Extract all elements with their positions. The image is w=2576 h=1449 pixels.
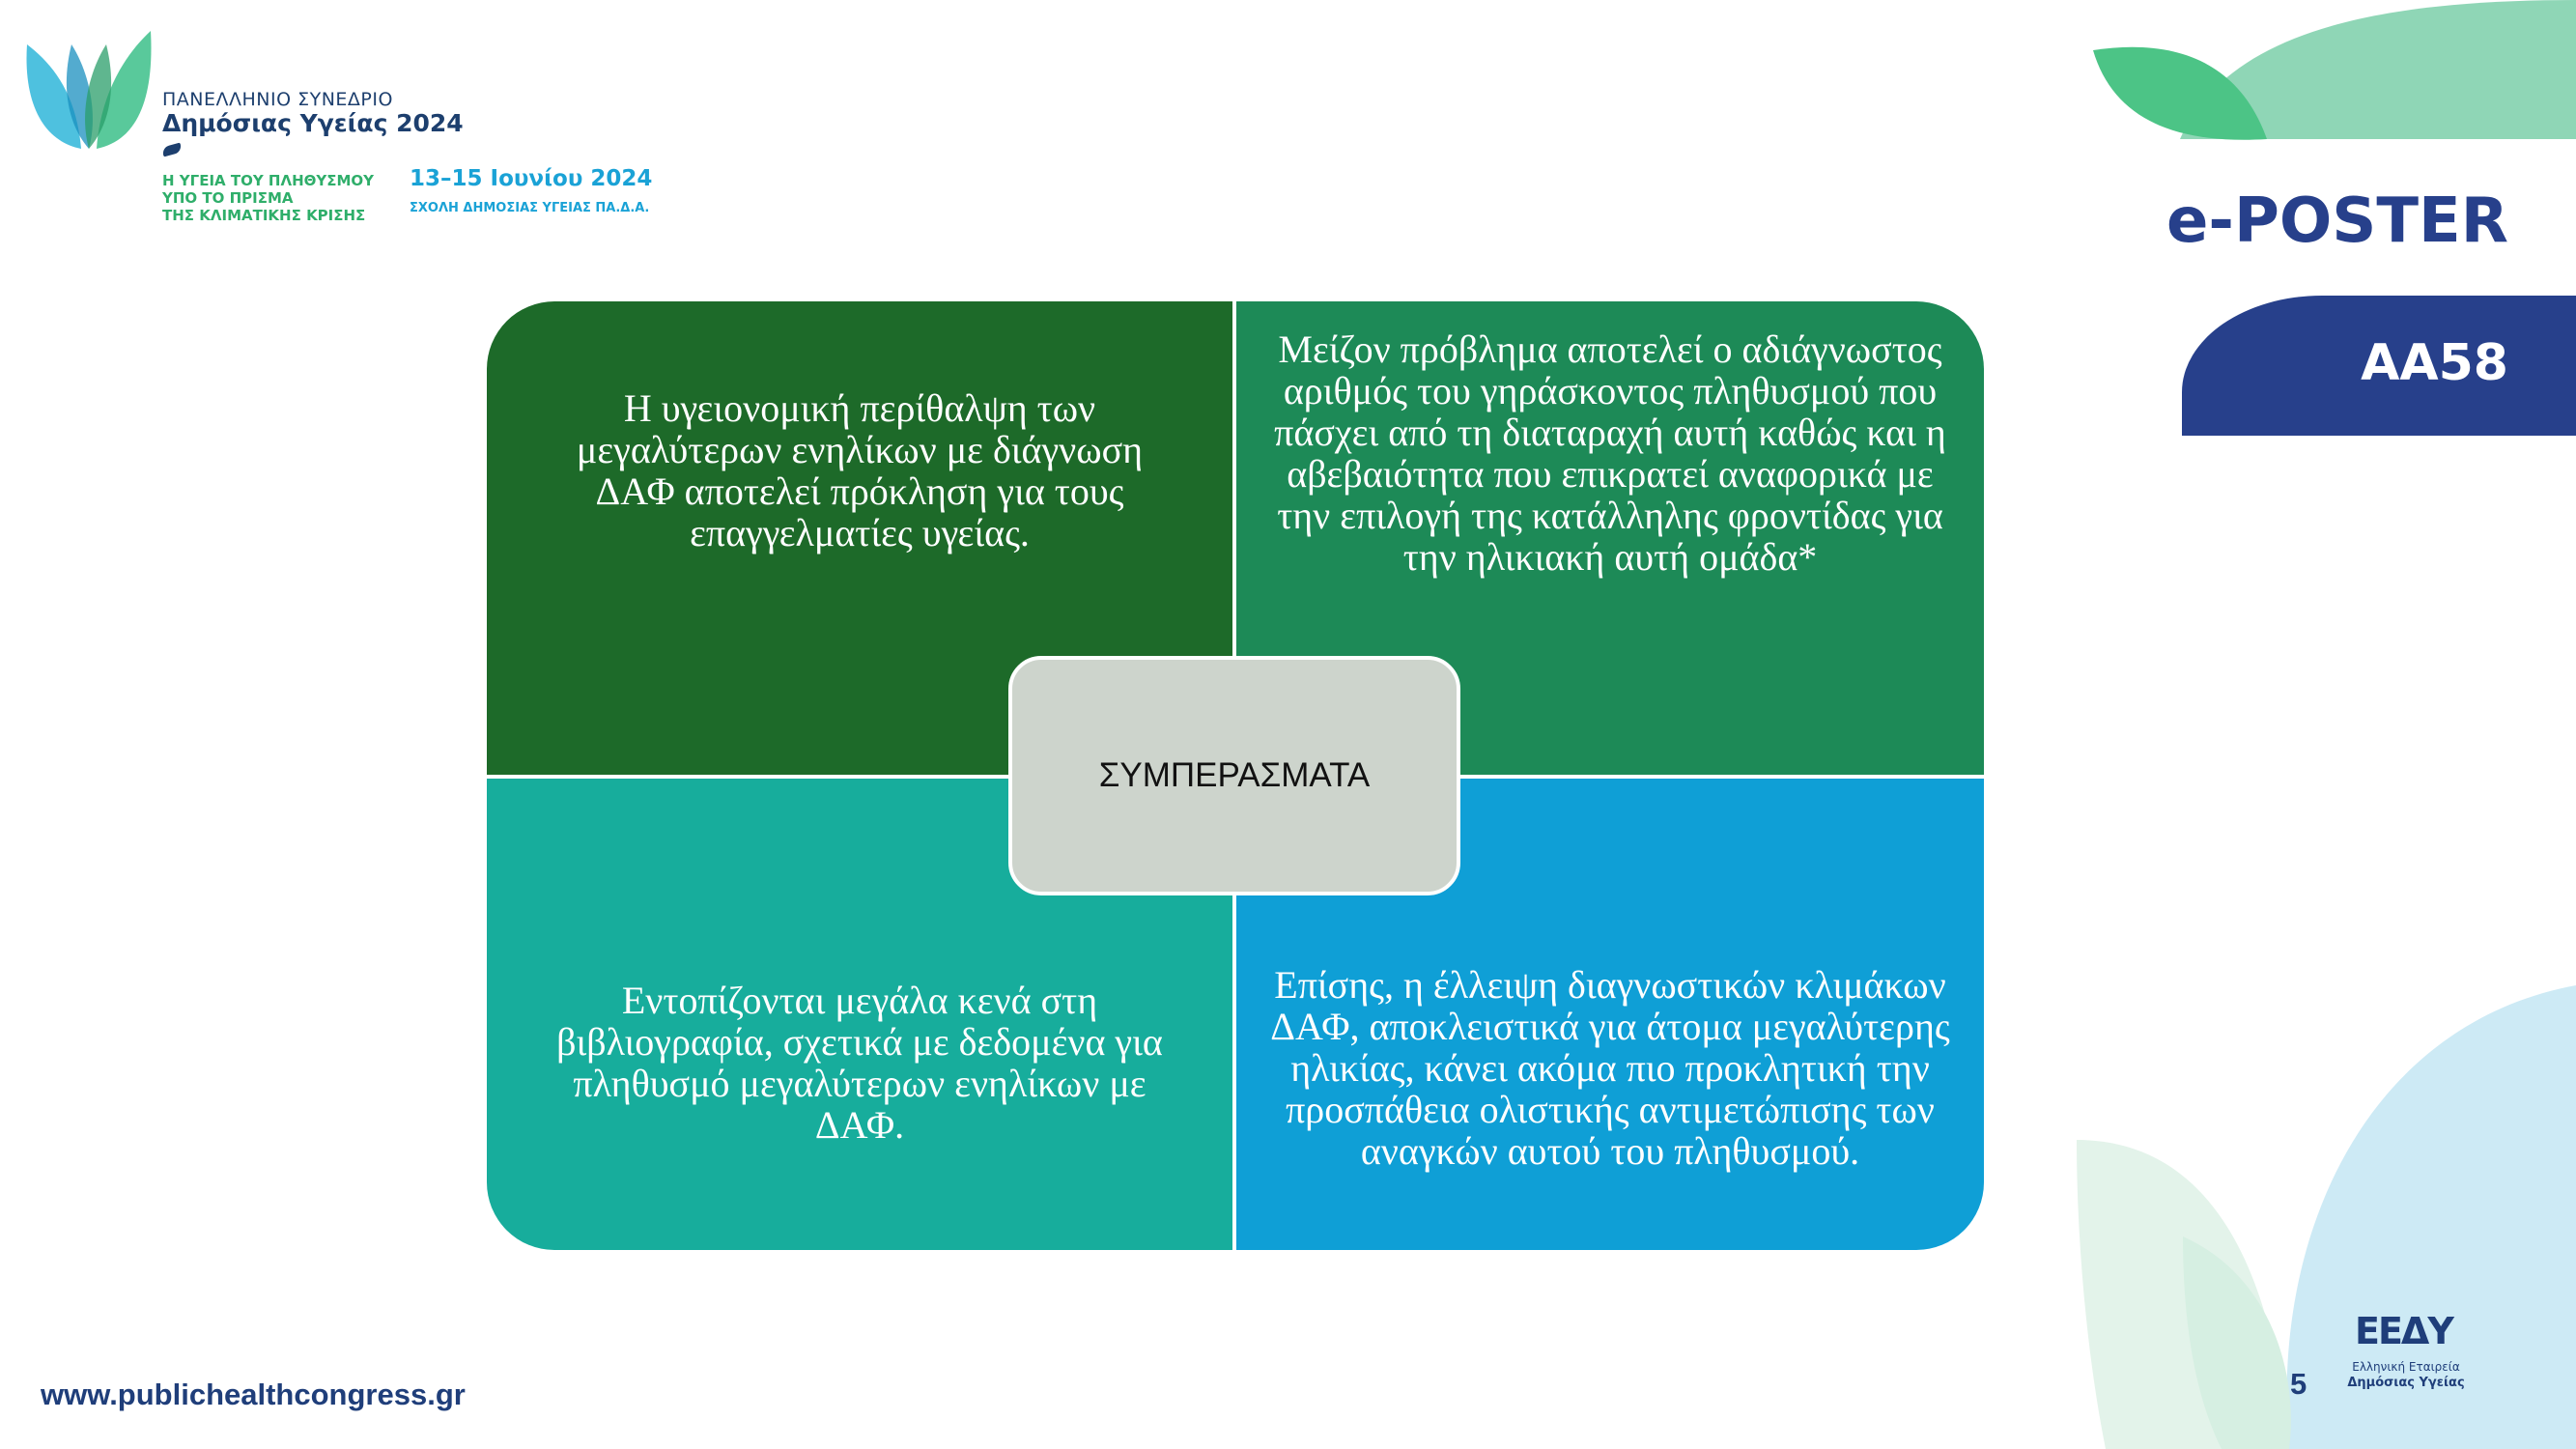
decorative-leaves-bottom: [2077, 985, 2576, 1449]
conference-leaf-logo: [23, 25, 155, 151]
quadrant-text: Εντοπίζονται μεγάλα κενά στη βιβλιογραφία, σχετικά με δεδομένα για πληθυσμό μεγαλύτερων ενηλίκων με ΔΑΦ.: [556, 979, 1163, 1147]
conference-theme-line: Η ΥΓΕΙΑ ΤΟΥ ΠΛΗΘΥΣΜΟΥ: [162, 172, 375, 189]
page-number: 5: [2290, 1367, 2307, 1401]
society-logo-mark: ΕΕΔΥ: [2355, 1310, 2452, 1352]
conference-title-line1: ΠΑΝΕΛΛΗΝΙΟ ΣΥΝΕΔΡΙΟ: [162, 89, 393, 110]
conclusions-title: ΣΥΜΠΕΡΑΣΜΑΤΑ: [1098, 756, 1371, 794]
leaf-accent-icon: [161, 143, 183, 157]
eposter-label: e-POSTER: [2166, 185, 2508, 257]
society-name-line2: Δημόσιας Υγείας: [2347, 1376, 2465, 1390]
decorative-leaves-top: [2093, 0, 2576, 155]
society-logo: [2343, 1308, 2469, 1405]
quadrant-text: Η υγειονομική περίθαλψη των μεγαλύτερων ενηλίκων με διάγνωση ΔΑΦ αποτελεί πρόκληση για τους επαγγελματίες υγείας.: [576, 386, 1144, 554]
conference-venue: ΣΧΟΛΗ ΔΗΜΟΣΙΑΣ ΥΓΕΙΑΣ ΠΑ.Δ.Α.: [410, 201, 650, 215]
poster-code-badge: [2182, 296, 2576, 436]
conference-theme-line: ΤΗΣ ΚΛΙΜΑΤΙΚΗΣ ΚΡΙΣΗΣ: [162, 207, 366, 224]
poster-code: ΑΑ58: [2361, 334, 2508, 392]
society-name-line1: Ελληνική Εταιρεία: [2352, 1360, 2460, 1374]
conference-title-line2: Δημόσιας Υγείας 2024: [162, 109, 464, 137]
website-link[interactable]: www.publichealthcongress.gr: [41, 1378, 466, 1411]
quadrant-text: Μείζον πρόβλημα αποτελεί ο αδιάγνωστος αριθμός του γηράσκοντος πληθυσμού που πάσχει από τη διαταραχή αυτή καθώς και η αβεβαιότητα που επικρατεί αναφορικά με την επιλογή της κατάλληλης φροντίδας για την ηλικιακή αυτή ομάδα*: [1274, 327, 1946, 579]
conference-theme-line: ΥΠΟ ΤΟ ΠΡΙΣΜΑ: [162, 189, 294, 207]
quadrant-text: Επίσης, η έλλειψη διαγνωστικών κλιμάκων ΔΑΦ, αποκλειστικά για άτομα μεγαλύτερης ηλικίας, κάνει ακόμα πιο προκλητική την προσπάθεια ολιστικής αντιμετώπισης των αναγκών αυτού του πληθυσμού.: [1270, 962, 1950, 1173]
conference-dates: 13–15 Ιουνίου 2024: [410, 166, 653, 191]
conclusions-center-box: [1008, 656, 1460, 895]
